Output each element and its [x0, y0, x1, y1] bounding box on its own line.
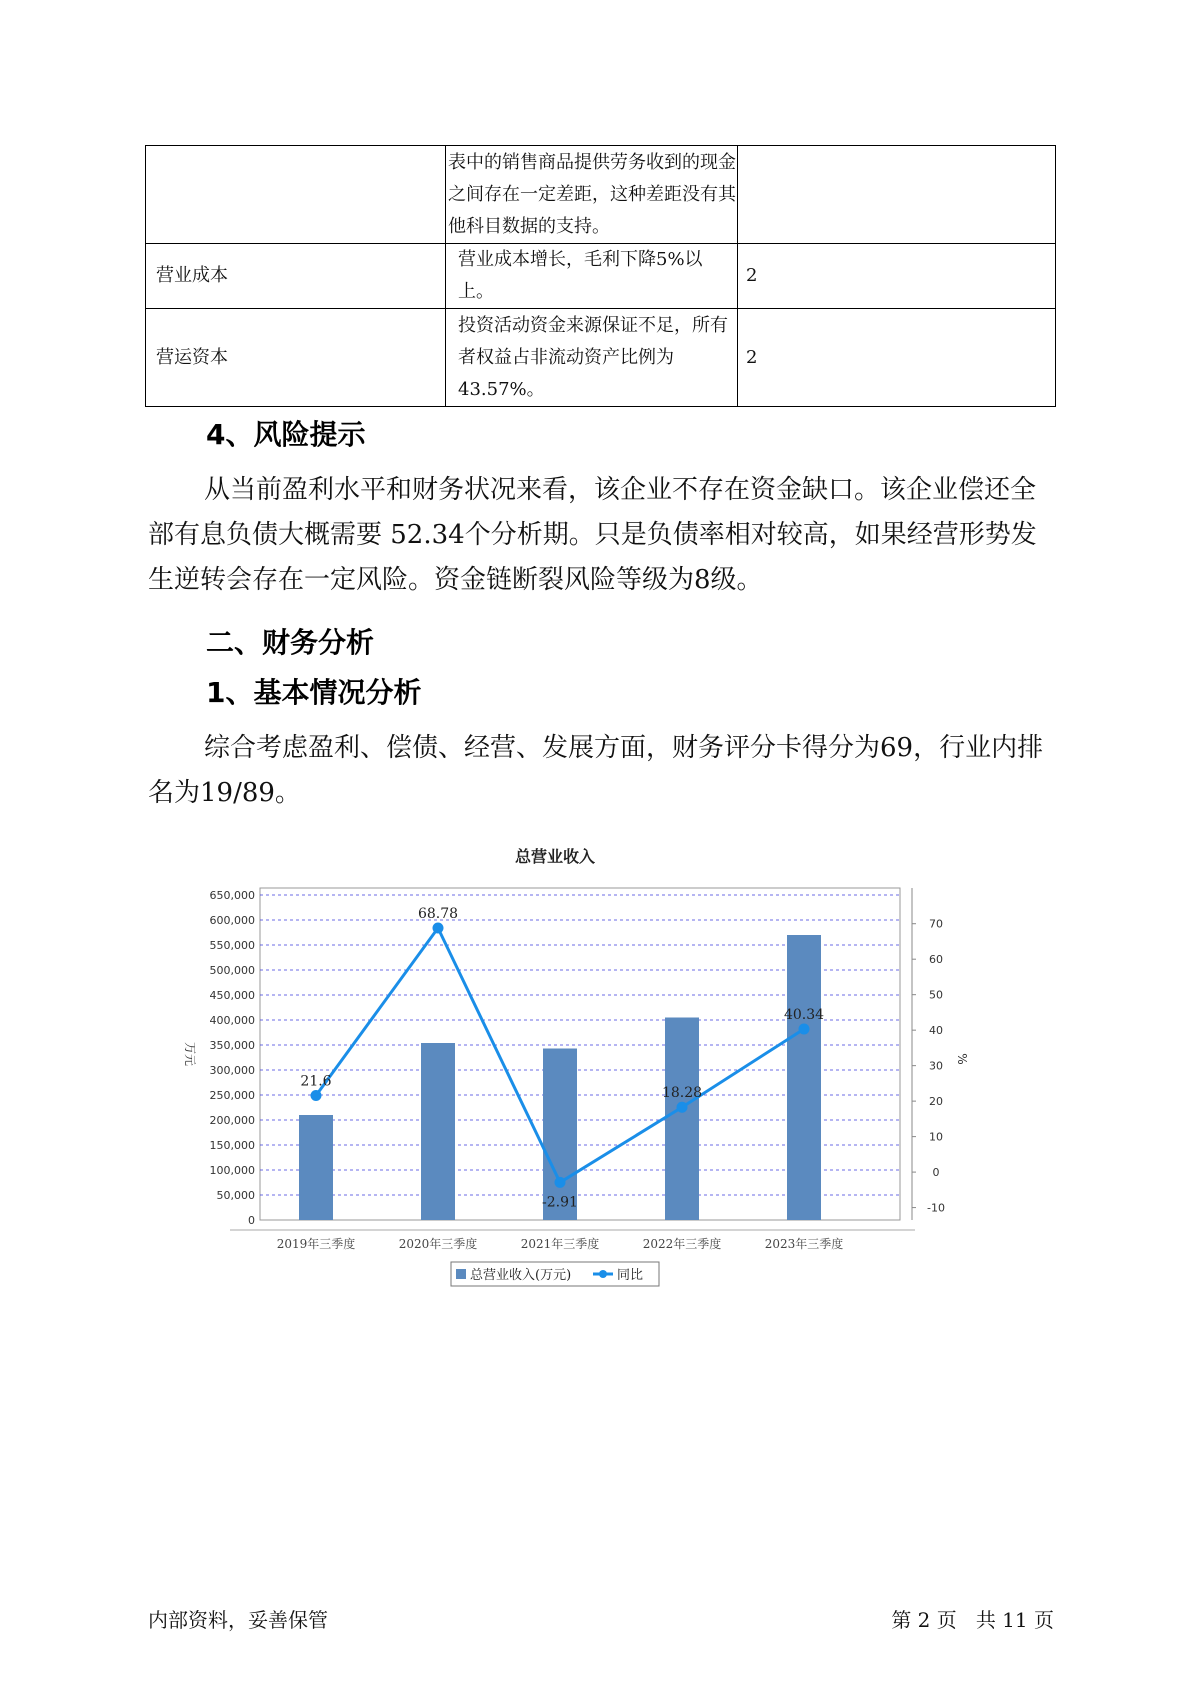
table-row	[146, 244, 1056, 309]
y2-tick-label: -10	[927, 1201, 945, 1215]
legend-swatch-point	[599, 1270, 607, 1278]
y-axis-label: 万元	[183, 1041, 197, 1067]
data-label: 21.6	[300, 1073, 332, 1090]
x-tick-label: 2020年三季度	[398, 1237, 478, 1251]
legend-label-yoy: 同比	[617, 1268, 644, 1283]
yoy-point	[433, 923, 444, 934]
bar	[665, 1018, 699, 1221]
risk-indicator-table	[145, 145, 1056, 407]
footer-note: 内部资料，妥善保管	[148, 1608, 328, 1632]
x-tick-label: 2019年三季度	[276, 1237, 356, 1251]
y-tick-label: 600,000	[209, 914, 255, 927]
bar	[299, 1115, 333, 1220]
x-tick-label: 2023年三季度	[764, 1237, 844, 1251]
y-tick-label: 300,000	[209, 1064, 255, 1077]
y-tick-label: 550,000	[209, 939, 255, 952]
basic-paragraph: 综合考虑盈利、偿债、经营、发展方面，财务评分卡得分为69，行业内排名为19/89。	[148, 733, 1044, 808]
y2-tick-label: 30	[929, 1059, 943, 1073]
table-cell: 表中的销售商品提供劳务收到的现金之间存在一定差距，这种差距没有其他科目数据的支持。	[446, 146, 738, 244]
page-number: 第 2 页 共 11 页	[891, 1608, 1054, 1632]
table-cell: 2	[738, 309, 1056, 407]
y-tick-label: 200,000	[209, 1114, 255, 1127]
y2-tick-label: 70	[929, 917, 943, 931]
table-cell: 营运资本	[146, 309, 446, 407]
revenue-chart-svg	[170, 838, 990, 1298]
y-tick-label: 400,000	[209, 1014, 255, 1027]
x-tick-label: 2022年三季度	[642, 1237, 722, 1251]
y2-tick-label: 20	[929, 1095, 943, 1109]
data-label: 18.28	[661, 1085, 703, 1102]
table-cell: 营业成本	[146, 244, 446, 309]
y-tick-label: 350,000	[209, 1039, 255, 1052]
y2-tick-label: 40	[929, 1024, 943, 1038]
table-cell	[738, 146, 1056, 244]
y-tick-label: 0	[248, 1214, 255, 1227]
data-label: 40.34	[783, 1006, 825, 1023]
table-cell	[146, 146, 446, 244]
y2-tick-label: 50	[929, 988, 943, 1002]
bar	[421, 1043, 455, 1220]
yoy-point	[799, 1023, 810, 1034]
section-heading-finance: 二、财务分析	[206, 626, 375, 659]
section-heading-basic: 1、基本情况分析	[206, 676, 422, 709]
table-row	[146, 146, 1056, 244]
yoy-point	[555, 1177, 566, 1188]
revenue-chart	[170, 838, 990, 1298]
yoy-point	[311, 1090, 322, 1101]
y2-tick-label: 60	[929, 953, 943, 967]
y-tick-label: 150,000	[209, 1139, 255, 1152]
data-label: 68.78	[417, 906, 459, 923]
y2-axis-label: %	[955, 1053, 969, 1065]
y2-tick-label: 0	[932, 1166, 940, 1180]
chart-title: 总营业收入	[514, 847, 596, 866]
table-row	[146, 309, 1056, 407]
y-tick-label: 50,000	[216, 1189, 255, 1202]
y-tick-label: 250,000	[209, 1089, 255, 1102]
y-tick-label: 650,000	[209, 889, 255, 902]
y-tick-label: 100,000	[209, 1164, 255, 1177]
legend-swatch-bar	[456, 1269, 466, 1279]
bar	[787, 935, 821, 1220]
section-heading-risk: 4、风险提示	[206, 418, 366, 451]
yoy-point	[677, 1102, 688, 1113]
table-cell: 投资活动资金来源保证不足，所有者权益占非流动资产比例为43.57%。	[446, 309, 738, 407]
y-tick-label: 450,000	[209, 989, 255, 1002]
data-label: -2.91	[542, 1194, 578, 1211]
table-cell: 2	[738, 244, 1056, 309]
y2-tick-label: 10	[929, 1130, 943, 1144]
table-cell: 营业成本增长，毛利下降5%以上。	[446, 244, 738, 309]
y-tick-label: 500,000	[209, 964, 255, 977]
x-tick-label: 2021年三季度	[520, 1237, 600, 1251]
legend-label-revenue: 总营业收入(万元)	[470, 1268, 572, 1283]
risk-paragraph: 从当前盈利水平和财务状况来看，该企业不存在资金缺口。该企业偿还全部有息负债大概需要 52.34个分析期。只是负债率相对较高，如果经营形势发生逆转会存在一定风险。资金链断裂风险等级为8级。	[148, 475, 1037, 595]
